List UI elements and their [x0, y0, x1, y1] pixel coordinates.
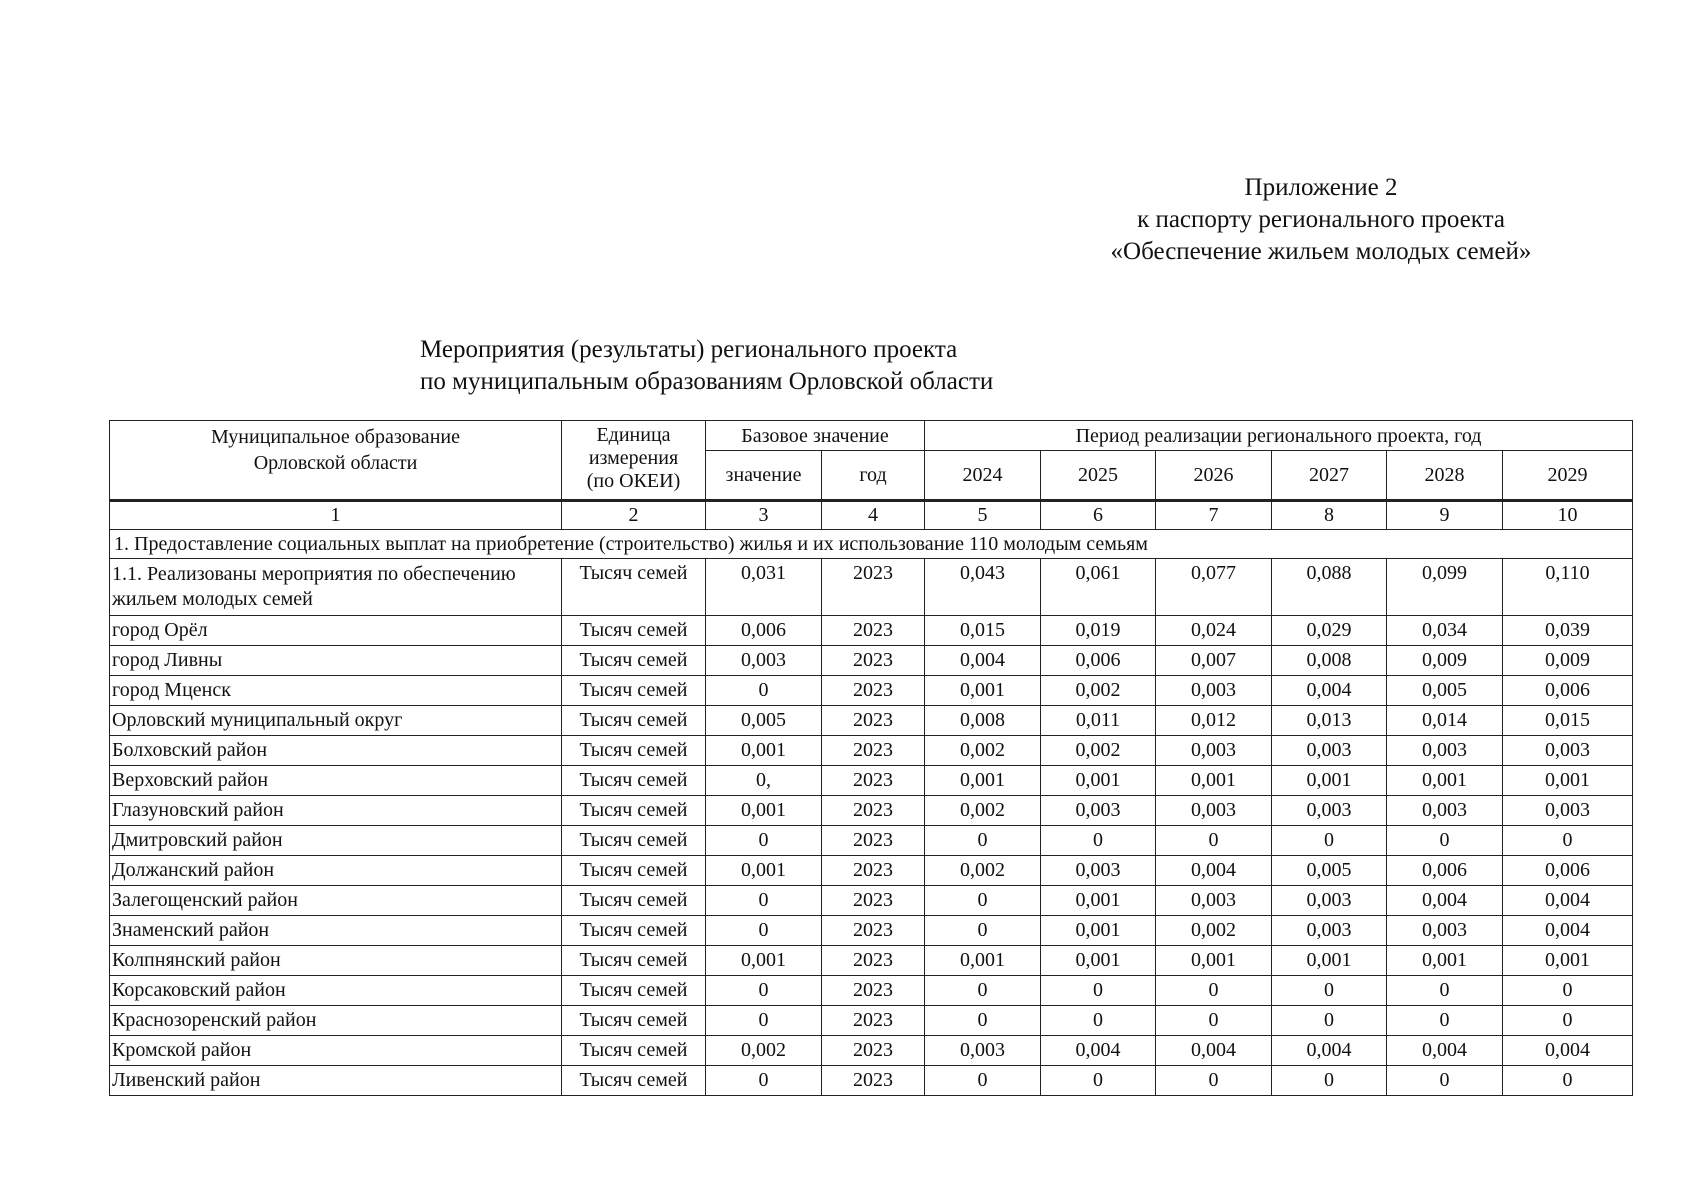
value-cell: 0,004 — [925, 646, 1041, 676]
unit-cell: Тысяч семей — [562, 646, 706, 676]
value-cell: 0,001 — [925, 946, 1041, 976]
value-cell: 0 — [925, 886, 1041, 916]
column-number: 7 — [1156, 501, 1272, 530]
unit-cell: Тысяч семей — [562, 1066, 706, 1096]
header-base-value: значение — [706, 451, 822, 501]
value-cell: 0,012 — [1156, 706, 1272, 736]
value-cell: 0 — [1041, 1066, 1156, 1096]
municipality-name: Верховский район — [110, 766, 562, 796]
column-number: 8 — [1272, 501, 1387, 530]
municipality-name: Знаменский район — [110, 916, 562, 946]
municipality-name: Болховский район — [110, 736, 562, 766]
municipality-name: город Ливны — [110, 646, 562, 676]
unit-cell: Тысяч семей — [562, 766, 706, 796]
municipality-name: Залегощенский район — [110, 886, 562, 916]
value-cell: 0,003 — [1272, 796, 1387, 826]
header-municipality-text: Муниципальное образование Орловской области — [211, 426, 460, 474]
value-cell: 0,009 — [1503, 646, 1633, 676]
results-table-wrapper — [109, 420, 1632, 1096]
value-cell: 2023 — [822, 826, 925, 856]
value-cell: 0 — [1387, 1066, 1503, 1096]
value-cell: 2023 — [822, 856, 925, 886]
value-cell: 0,002 — [925, 796, 1041, 826]
value-cell: 0,011 — [1041, 706, 1156, 736]
value-cell: 0,008 — [1272, 646, 1387, 676]
value-cell: 0,006 — [706, 616, 822, 646]
value-cell: 0 — [1272, 826, 1387, 856]
section-row — [110, 530, 1633, 559]
results-table — [109, 420, 1633, 1096]
value-cell: 0 — [1041, 826, 1156, 856]
value-cell: 0,003 — [1156, 676, 1272, 706]
municipality-name: Колпнянский район — [110, 946, 562, 976]
value-cell: 0,001 — [1156, 766, 1272, 796]
value-cell: 0,002 — [1156, 916, 1272, 946]
table-row — [110, 1036, 1633, 1066]
value-cell: 0 — [925, 916, 1041, 946]
table-row — [110, 616, 1633, 646]
value-cell: 0 — [1503, 1066, 1633, 1096]
appendix-line-1: Приложение 2 — [1244, 174, 1398, 201]
header-unit-text: Единица измерения (по ОКЕИ) — [586, 424, 681, 492]
value-cell: 0,004 — [1503, 1036, 1633, 1066]
value-cell: 0 — [1503, 826, 1633, 856]
value-cell: 0,001 — [925, 676, 1041, 706]
column-number: 10 — [1503, 501, 1633, 530]
value-cell: 0 — [1041, 976, 1156, 1006]
main-result-cell: 0,110 — [1503, 559, 1633, 616]
value-cell: 0,003 — [1503, 796, 1633, 826]
value-cell: 0,006 — [1041, 646, 1156, 676]
table-row — [110, 796, 1633, 826]
value-cell: 0,015 — [925, 616, 1041, 646]
main-result-cell: 0,061 — [1041, 559, 1156, 616]
value-cell: 0,001 — [1041, 886, 1156, 916]
value-cell: 0 — [925, 1006, 1041, 1036]
value-cell: 0,008 — [925, 706, 1041, 736]
column-number: 2 — [562, 501, 706, 530]
value-cell: 0,009 — [1387, 646, 1503, 676]
value-cell: 0,003 — [1272, 736, 1387, 766]
value-cell: 0,004 — [1041, 1036, 1156, 1066]
value-cell: 0,004 — [1156, 856, 1272, 886]
value-cell: 0,006 — [1503, 676, 1633, 706]
value-cell: 0,007 — [1156, 646, 1272, 676]
value-cell: 2023 — [822, 886, 925, 916]
header-municipality — [110, 421, 562, 501]
value-cell: 0 — [1387, 976, 1503, 1006]
table-row — [110, 676, 1633, 706]
value-cell: 0,001 — [1156, 946, 1272, 976]
value-cell: 2023 — [822, 1006, 925, 1036]
value-cell: 0,005 — [1387, 676, 1503, 706]
value-cell: 2023 — [822, 766, 925, 796]
table-row — [110, 856, 1633, 886]
value-cell: 0 — [925, 976, 1041, 1006]
table-row — [110, 766, 1633, 796]
value-cell: 0,003 — [1156, 736, 1272, 766]
value-cell: 0,001 — [706, 856, 822, 886]
unit-cell: Тысяч семей — [562, 826, 706, 856]
unit-cell: Тысяч семей — [562, 886, 706, 916]
table-row — [110, 946, 1633, 976]
table-row — [110, 826, 1633, 856]
value-cell: 0,004 — [1387, 886, 1503, 916]
header-row-1 — [110, 421, 1633, 451]
main-result-cell: 0,099 — [1387, 559, 1503, 616]
value-cell: 0 — [1387, 826, 1503, 856]
table-row — [110, 706, 1633, 736]
value-cell: 0,001 — [706, 946, 822, 976]
value-cell: 0,001 — [1387, 766, 1503, 796]
main-result-cell: 0,088 — [1272, 559, 1387, 616]
header-base: Базовое значение — [706, 421, 925, 451]
value-cell: 0,001 — [1041, 766, 1156, 796]
unit-cell: Тысяч семей — [562, 706, 706, 736]
header-unit — [562, 421, 706, 501]
value-cell: 0,024 — [1156, 616, 1272, 646]
appendix-line-2: к паспорту регионального проекта — [1137, 206, 1505, 233]
section-title: 1. Предоставление социальных выплат на приобретение (строительство) жилья и их использование 110 молодым семьям — [110, 530, 1633, 559]
column-number-row — [110, 501, 1633, 530]
main-result-cell: 0,031 — [706, 559, 822, 616]
column-number: 4 — [822, 501, 925, 530]
value-cell: 0,002 — [1041, 736, 1156, 766]
value-cell: 0 — [1503, 976, 1633, 1006]
header-period: Период реализации регионального проекта, год — [925, 421, 1633, 451]
appendix-line-3: «Обеспечение жильем молодых семей» — [1110, 238, 1532, 265]
document-title — [420, 334, 994, 398]
table-row — [110, 1066, 1633, 1096]
column-number: 6 — [1041, 501, 1156, 530]
unit-cell: Тысяч семей — [562, 796, 706, 826]
value-cell: 0 — [706, 826, 822, 856]
header-base-year: год — [822, 451, 925, 501]
value-cell: 2023 — [822, 646, 925, 676]
unit-cell: Тысяч семей — [562, 736, 706, 766]
table-row — [110, 646, 1633, 676]
value-cell: 0 — [925, 826, 1041, 856]
unit-cell: Тысяч семей — [562, 946, 706, 976]
value-cell: 0,006 — [1503, 856, 1633, 886]
municipality-name: город Орёл — [110, 616, 562, 646]
value-cell: 0 — [1503, 1006, 1633, 1036]
table-body — [110, 501, 1633, 1096]
value-cell: 0 — [706, 886, 822, 916]
main-result-row — [110, 559, 1633, 616]
value-cell: 0,001 — [1041, 946, 1156, 976]
municipality-name: Краснозоренский район — [110, 1006, 562, 1036]
value-cell: 0,005 — [1272, 856, 1387, 886]
header-year: 2028 — [1387, 451, 1503, 501]
value-cell: 0,001 — [1503, 766, 1633, 796]
table-row — [110, 1006, 1633, 1036]
header-year: 2024 — [925, 451, 1041, 501]
value-cell: 0,001 — [706, 736, 822, 766]
unit-cell: Тысяч семей — [562, 856, 706, 886]
table-row — [110, 886, 1633, 916]
municipality-name: Должанский район — [110, 856, 562, 886]
value-cell: 0,004 — [1387, 1036, 1503, 1066]
value-cell: 0,002 — [925, 856, 1041, 886]
main-result-name: 1.1. Реализованы мероприятия по обеспечению жильем молодых семей — [110, 559, 562, 616]
value-cell: 0,003 — [1272, 886, 1387, 916]
value-cell: 2023 — [822, 1066, 925, 1096]
value-cell: 2023 — [822, 916, 925, 946]
table-row — [110, 916, 1633, 946]
main-result-cell: 0,043 — [925, 559, 1041, 616]
value-cell: 2023 — [822, 1036, 925, 1066]
unit-cell: Тысяч семей — [562, 616, 706, 646]
main-result-cell: 2023 — [822, 559, 925, 616]
value-cell: 0,029 — [1272, 616, 1387, 646]
value-cell: 0,003 — [1387, 736, 1503, 766]
table-row — [110, 976, 1633, 1006]
value-cell: 0,004 — [1272, 676, 1387, 706]
value-cell: 2023 — [822, 976, 925, 1006]
value-cell: 2023 — [822, 796, 925, 826]
value-cell: 0,001 — [706, 796, 822, 826]
column-number: 3 — [706, 501, 822, 530]
value-cell: 0 — [706, 1006, 822, 1036]
municipality-name: Кромской район — [110, 1036, 562, 1066]
value-cell: 0,004 — [1503, 916, 1633, 946]
unit-cell: Тысяч семей — [562, 1006, 706, 1036]
value-cell: 0 — [1041, 1006, 1156, 1036]
main-result-cell: 0,077 — [1156, 559, 1272, 616]
value-cell: 0 — [925, 1066, 1041, 1096]
value-cell: 2023 — [822, 616, 925, 646]
document-title-line-2: по муниципальным образованиям Орловской области — [420, 368, 994, 395]
column-number: 1 — [110, 501, 562, 530]
value-cell: 0 — [1387, 1006, 1503, 1036]
column-number: 5 — [925, 501, 1041, 530]
municipality-name: Орловский муниципальный округ — [110, 706, 562, 736]
document-title-line-1: Мероприятия (результаты) регионального проекта — [420, 336, 958, 363]
value-cell: 2023 — [822, 736, 925, 766]
value-cell: 0,001 — [1503, 946, 1633, 976]
value-cell: 0,004 — [1272, 1036, 1387, 1066]
value-cell: 0 — [1156, 826, 1272, 856]
unit-cell: Тысяч семей — [562, 976, 706, 1006]
value-cell: 0 — [1156, 976, 1272, 1006]
main-result-unit: Тысяч семей — [562, 559, 706, 616]
value-cell: 0,034 — [1387, 616, 1503, 646]
unit-cell: Тысяч семей — [562, 1036, 706, 1066]
unit-cell: Тысяч семей — [562, 916, 706, 946]
value-cell: 0,001 — [1272, 946, 1387, 976]
value-cell: 0,003 — [1041, 856, 1156, 886]
value-cell: 0 — [706, 1066, 822, 1096]
value-cell: 0,001 — [1387, 946, 1503, 976]
value-cell: 0 — [1156, 1006, 1272, 1036]
header-year: 2027 — [1272, 451, 1387, 501]
value-cell: 0,002 — [925, 736, 1041, 766]
value-cell: 0,003 — [1272, 916, 1387, 946]
header-year: 2026 — [1156, 451, 1272, 501]
value-cell: 2023 — [822, 946, 925, 976]
value-cell: 0 — [1272, 976, 1387, 1006]
column-number: 9 — [1387, 501, 1503, 530]
value-cell: 0,003 — [1041, 796, 1156, 826]
value-cell: 0,013 — [1272, 706, 1387, 736]
value-cell: 0,001 — [1041, 916, 1156, 946]
value-cell: 0,001 — [1272, 766, 1387, 796]
value-cell: 0,004 — [1503, 886, 1633, 916]
value-cell: 0,006 — [1387, 856, 1503, 886]
value-cell: 0,001 — [925, 766, 1041, 796]
municipality-name: Дмитровский район — [110, 826, 562, 856]
municipality-name: Ливенский район — [110, 1066, 562, 1096]
value-cell: 0, — [706, 766, 822, 796]
municipality-name: Глазуновский район — [110, 796, 562, 826]
municipality-name: город Мценск — [110, 676, 562, 706]
municipality-name: Корсаковский район — [110, 976, 562, 1006]
value-cell: 0,015 — [1503, 706, 1633, 736]
value-cell: 0,003 — [925, 1036, 1041, 1066]
value-cell: 0,039 — [1503, 616, 1633, 646]
value-cell: 0,005 — [706, 706, 822, 736]
value-cell: 0,002 — [1041, 676, 1156, 706]
header-year: 2029 — [1503, 451, 1633, 501]
value-cell: 0,003 — [706, 646, 822, 676]
value-cell: 0,003 — [1156, 886, 1272, 916]
value-cell: 0 — [706, 976, 822, 1006]
unit-cell: Тысяч семей — [562, 676, 706, 706]
value-cell: 0 — [706, 916, 822, 946]
value-cell: 0,019 — [1041, 616, 1156, 646]
value-cell: 0,004 — [1156, 1036, 1272, 1066]
value-cell: 0 — [706, 676, 822, 706]
value-cell: 0 — [1272, 1006, 1387, 1036]
value-cell: 2023 — [822, 676, 925, 706]
value-cell: 0 — [1272, 1066, 1387, 1096]
value-cell: 0,003 — [1387, 796, 1503, 826]
value-cell: 0,003 — [1156, 796, 1272, 826]
table-row — [110, 736, 1633, 766]
header-year: 2025 — [1041, 451, 1156, 501]
value-cell: 0,014 — [1387, 706, 1503, 736]
value-cell: 0,003 — [1503, 736, 1633, 766]
value-cell: 2023 — [822, 706, 925, 736]
value-cell: 0,002 — [706, 1036, 822, 1066]
value-cell: 0 — [1156, 1066, 1272, 1096]
appendix-note — [1061, 172, 1581, 268]
value-cell: 0,003 — [1387, 916, 1503, 946]
